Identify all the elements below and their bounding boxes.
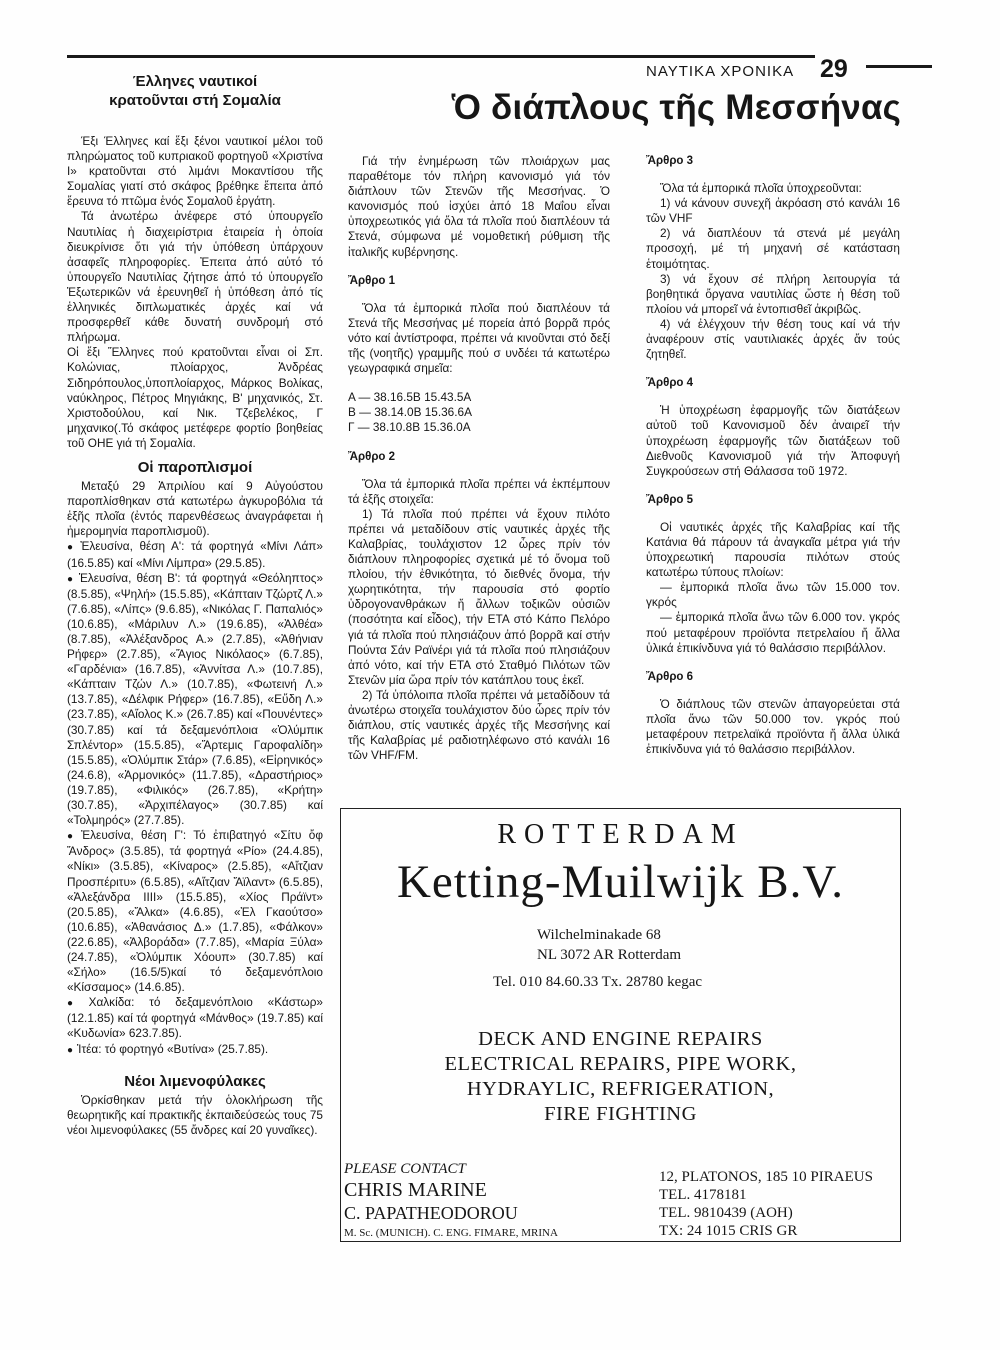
article-text: Ὁ διάπλους τῶν στενῶν ἀπαγορεύεται στά πλοῖα ἄνω τῶν 50.000 τον. γκρός πού μεταφέρουν πετρελαϊκά προϊόντα ἤ ἄλλα ὑλικά ἐπικίνδυνα γιά τό θαλάσσιο περιβάλλον. [646, 696, 900, 757]
article-heading: Ἄρθρο 6 [646, 670, 694, 683]
ad-telex: TX: 24 1015 CRIS GR [659, 1223, 798, 1239]
list-item: ● Ἰτέα: τό φορτηγό «Βυτίνα» (25.7.85). [67, 1042, 323, 1058]
section-text: Ὁρκίσθηκαν μετά τήν ὁλοκλήρωση τῆς θεωρητικῆς καί πρακτικῆς ἐκπαιδεύσεώς τους 75 νέοι λιμενοφύλακες (55 ἄνδρες καί 20 γυναῖκες). [67, 1092, 323, 1137]
ad-tel-1: TEL. 4178181 [659, 1187, 747, 1203]
ad-service-line: ELECTRICAL REPAIRS, PIPE WORK, [444, 1053, 797, 1075]
list-item: ● Ἐλευσίνα, θέση Γ': Τό ἐπιβατηγό «Σίτυ ὄφ Ἄνδρος» (3.5.85), τά φορτηγά «Ρίο» (24.4.85), «Νίκι» (3.5.85), «Κίναρος» (2.5.85), «Αἴτζιαν Προσπέριτυ» (6.5.85), «Αἴτζιαν Ἄϊλαντ» (6.5.85), «Ἀλεξάνδρα ΙΙΙΙ» (15.5.85), «Χίος Πράϊντ» (20.5.85), «Ἄλκα» (4.6.85), «Ἐλ Γκαούτσο» (10.6.85), «Ἀθανάσιος Δ.» (1.7.85), «Φάλκον» (22.6.85), «Ἀλβοράδα» (7.7.85), «Μαρία Ξύλα» (24.7.85), «Ὀλύμπικ Χόουπ» (30.7.85) καί «Σήλο» (16.5/5)καί τό δεξαμενόπλοιο «Κίσσαμος» (14.6.85). [67, 828, 323, 995]
article-heading: Ἄρθρο 2 [348, 450, 396, 463]
list-item: 2) νά διαπλέουν τά στενά μέ μεγάλη προσοχή, μέ τή μηχανή σέ κατάσταση ἑτοιμότητας. [646, 226, 900, 271]
section-title-layups: Οἱ παροπλισμοί [137, 458, 253, 476]
main-headline: Ὁ διάπλους τῆς Μεσσήνας [452, 88, 902, 127]
article-heading: Ἄρθρο 4 [646, 377, 694, 390]
ad-company-name: Ketting-Muilwijk B.V. [396, 856, 845, 908]
ad-address-line2: NL 3072 AR Rotterdam [537, 947, 682, 963]
article-heading: Ἄρθρο 1 [348, 274, 396, 287]
left-paragraph: Οἱ ἕξι Ἕλληνες πού κρατοῦνται εἶναι οἱ Σπ. Κολώνιας, πλοίαρχος, Ἀνδρέας Σιδηρόπουλος,ὑποπλοίαρχος, Μάρκος Βολίκας, ναύκληρος, Πέτρος Μηγιάκης, Β' μηχανικός, Στ. Χριστοδούλου, καί Νικ. Τζεβελέκος, Γ μηχανικο(.Τό σκάφος μετέφερε φορτίο βοηθείας τοῦ ΟΗΕ γιά τή Σομαλία. [67, 345, 323, 450]
ad-services [341, 1027, 900, 1127]
article-heading: Ἄρθρο 5 [646, 493, 694, 506]
article-text: Ὅλα τά ἐμπορικά πλοῖα πού διαπλέουν τά Στενά τῆς Μεσσήνας μέ πορεία ἀπό βορρᾶ πρός νότο καί ἀντίστροφα, πρέπει νά κινοῦνται στό δεξί τῆς (νοητῆς) γραμμῆς πού σ υνδέει τά κατωτέρω γεωγραφικά σημεῖα: [348, 300, 610, 376]
list-item: 4) νά ἐλέγχουν τήν θέση τους καί νά τήν ἀναφέρουν στίς ναυτιλιακές ἀρχές ἄν τούς ζητηθεῖ. [646, 316, 900, 362]
header-rule-left [67, 55, 815, 58]
section-title-coastguards: Νέοι λιμενοφύλακες [124, 1072, 266, 1090]
coordinate: Α — 38.16.5Β 15.43.5Α [348, 390, 472, 405]
ad-address-line1: Wilchelminakade 68 [537, 927, 661, 943]
ad-city: ROTTERDAM [497, 819, 744, 850]
ad-contact-label: PLEASE CONTACT [344, 1161, 466, 1177]
article-text: Ὅλα τά ἐμπορικά πλοῖα πρέπει νά ἐκπέμπουν τά ἑξῆς στοιχεῖα: [348, 476, 610, 506]
magazine-name: ΝΑΥΤΙΚΑ ΧΡΟΝΙΚΑ [646, 63, 795, 80]
left-column [67, 72, 323, 1138]
ad-service-line: DECK AND ENGINE REPAIRS [478, 1028, 763, 1050]
intro-paragraph: Γιά τήν ἐνημέρωση τῶν πλοιάρχων μας παραθέτομε τόν πλήρη κανονισμό γιά τόν διάπλουν τῶν Στενῶν τῆς Μεσσήνας. Ὁ κανονισμός πού ἰσχύει ἀπό 18 Μαΐου εἶναι ὑποχρεωτικός γιά ὅλα τά πλοῖα πού διαπλέουν τά Στενά, σύμφωνα μέ νομοθετική ρύθμιση τῆς ἰταλικῆς κυβέρνησης. [348, 154, 610, 259]
right-column [646, 154, 900, 757]
article-text: 2) Τά ὑπόλοιπα πλοῖα πρέπει νά μεταδίδουν τά ἀνωτέρω στοιχεῖα τουλάχιστον δύο ὧρες πρίν τόν διάπλου, στίς ναυτικές ἀρχές τῆς Μεσσήνης καί τῆς Καλαβρίας μέ ραδιοτηλέφωνο στό κανάλι 16 τῶν VHF/FM. [348, 687, 610, 763]
ad-street-address: 12, PLATONOS, 185 10 PIRAEUS [659, 1169, 873, 1185]
left-paragraph: Τά ἀνωτέρω ἀνέφερε στό ὑπουργεῖο Ναυτιλίας ἡ διαχειρίστρια ἑταιρεία ἡ ὁποία διευκρίνισε ὅτι γιά τήν ὑπόθεση ὑπάρχουν ἀσαφεῖς πληροφορίες. Ἐπειτα ἀπό αὐτό τό ὑπουργεῖο Ναυτιλίας ζήτησε ἀπό τό ὑπουργεῖο Ἐξωτερικῶν νά ἐρευνηθεῖ ἡ ὑπόθεση ἀπό τίς ἑλληνικές διπλωματικές ἀρχές καί νά προσφερθεῖ κάθε δυνατή συνδρομή στό πλήρωμα. [67, 209, 323, 345]
coordinate: Β — 38.14.0Β 15.36.6Α [348, 405, 472, 420]
list-item: ● Ἐλευσίνα, θέση Β': τά φορτηγά «Θεόληπτος» (8.5.85), «Ψηλή» (15.5.85), «Κάπταιν Τζώρτζ Λ.» (7.6.85), «Λίπς» (9.6.85), «Νικόλας Γ. Παπαλιός» (10.6.85), «Μάριλυν Λ.» (19.6.85), «Ἀλθέα» (8.7.85), «Ἀλέξανδρος Α.» (2.7.85), «Ἀθήνιαν Ρήφερ» (2.7.85), «Ἅγιος Νικόλαος» (6.7.85), «Γαρδένια» (16.7.85), «Ἀννίτσα Λ.» (10.7.85), «Κάπταιν Τζών Λ.» (10.7.85), «Φωτεινή Λ.» (13.7.85), «Δέλφικ Ρήφερ» (16.7.85), «Εὔδη Λ.» (23.7.85), «Αἴολος Κ.» (26.7.85) καί «Πουνέντες» (30.7.85) καί τά δεξαμενόπλοια «Ὀλύμπικ Σπλέντορ» (15.5.85), «Ἄρτεμις Γαροφαλίδη» (15.5.85), «Ὀλύμπικ Στάρ» (7.6.85), «Εἰρηνικός» (24.6.8), «Ἀρμονικός» (11.7.85), «Δραστήριος» (19.7.85), «Φιλικός» (26.7.85), «Κρήτη» (30.7.85), «Ἀρχιπέλαγος» (30.7.85) καί «Τολμηρός» (27.7.85). [67, 571, 323, 829]
article-text: Ἡ ὑποχρέωση ἐφαρμογῆς τῶν διατάξεων αὐτοῦ τοῦ Κανονισμοῦ δέν ἀναιρεῖ τήν ὑποχρέωση ἐφαρμογῆς τῶν διατάξεων τοῦ Διεθνοῦς Κανονισμοῦ γιά τήν Ἀποφυγή Συγκρούσεων στή Θάλασσα τοῦ 1972. [646, 403, 900, 478]
list-item: 1) νά κάνουν συνεχῆ ἀκρόαση στό κανάλι 16 τῶν VHF [646, 196, 900, 226]
list-item: 3) νά ἔχουν σέ πλήρη λειτουργία τά βοηθητικά ὄργανα ναυτιλίας ὥστε ἡ θέση τοῦ πλοίου νά μπορεῖ νά ἐντοπισθεῖ ἀκριβῶς. [646, 271, 900, 316]
list-item: — ἐμπορικά πλοῖα ἄνω τῶν 15.000 τον. γκρός [646, 580, 900, 610]
left-paragraph: Έξι Έλληνες καί ἕξι ξένοι ναυτικοί μέλοι τοῦ πληρώματος τοῦ κυπριακοῦ φορτηγοῦ «Χριστίνα Ι» κρατοῦνται στό λιμάνι Μοκαντίσου τῆς Σομαλίας γιατί στό σκάφος βρέθηκε ἔπειτα ἀπό ἔρευνα τό πτῶμα ἑνός Σομαλοῦ ἐργάτη. [67, 134, 323, 209]
ad-phone: Tel. 010 84.60.33 Tx. 28780 kegac [493, 974, 703, 990]
section-intro: Μεταξύ 29 Ἀπριλίου καί 9 Αὐγούστου παροπλίσθηκαν στά κατωτέρω ἀγκυροβόλια τά ἑξῆς πλοῖα (ἐντός παρενθέσεως ἀναγράφεται ἡ ἡμερομηνία παροπλισμοῦ). [67, 479, 323, 539]
left-article-title: Έλληνες ναυτικοί κρατοῦνται στή Σομαλία [109, 73, 281, 109]
advertisement-box [340, 808, 901, 1242]
article-heading: Ἄρθρο 3 [646, 155, 694, 167]
article-text: Ὅλα τά ἐμπορικά πλοῖα ὑποχρεοῦνται: [660, 181, 862, 196]
article-text: Οἱ ναυτικές ἀρχές τῆς Καλαβρίας καί τῆς Κατάνια θά πάρουν τά ἀναγκαῖα μέτρα γιά τήν ὑποχρεωτική παρουσία πιλότων στούς κατωτέρω τύπους πλοίων: [646, 519, 900, 580]
ad-service-line: FIRE FIGHTING [544, 1103, 697, 1125]
middle-column [348, 154, 610, 763]
coordinates-list [348, 390, 610, 435]
list-item: ● Ἐλευσίνα, θέση Α': τά φορτηγά «Μίνι Λάπ» (16.5.85) καί «Μίνι Λίμπρα» (29.5.85). [67, 539, 323, 570]
list-item: ● Χαλκίδα: τό δεξαμενόπλοιο «Κάστωρ» (12.1.85) καί τά φορτηγά «Μάνθος» (19.7.85) καί «Κυδωνία» 623.7.85). [67, 995, 323, 1041]
page-number: 29 [820, 55, 848, 83]
ad-credentials: M. Sc. (MUNICH). C. ENG. FIMARE, MRINA [344, 1227, 558, 1239]
ad-tel-2: TEL. 9810439 (AOH) [659, 1205, 793, 1221]
list-item: — ἐμπορικά πλοῖα ἄνω τῶν 6.000 τον. γκρός πού μεταφέρουν προϊόντα πετρελαίου ἤ ἄλλα ὑλικά ἐπικίνδυνα γιά τό θαλάσσιο περιβάλλον. [646, 610, 900, 655]
ad-contact-company: CHRIS MARINE [344, 1179, 487, 1201]
ad-contact-person: C. PAPATHEODOROU [344, 1203, 518, 1223]
ad-service-line: HYDRAYLIC, REFRIGERATION, [466, 1078, 775, 1100]
header-rule-right [866, 65, 932, 68]
coordinate: Γ — 38.10.8Β 15.36.0Α [348, 420, 471, 435]
article-text: 1) Τά πλοῖα πού πρέπει νά ἔχουν πιλότο πρέπει νά μεταδίδουν στίς ναυτικές ἀρχές τῆς Καλαβρίας, τουλάχιστον 12 ὧρες πρίν τόν διάπλουν πληροφορίες σχετικά μέ τό ὄνομα τοῦ πλοίου, τήν ἐθνικότητα, τό διεθνές ὄνομα, τήν χωρητικότητα, τήν παρουσία στό φορτίο ὑδρογονανθράκων ἤ ἄλλων τοξικῶν οὐσιῶν (ποσότητα καί εἶδος), τήν ΕΤΑ στό Κάπο Πελόρο γιά τά πλοῖα πού πλησιάζουν ἀπό βορρᾶ καί στήν Πούντα Σάν Ραϊνέρι γιά τά πλοῖα πού πλησιάζουν ἀπό νότο, καί τήν ΕΤΑ στό Σταθμό Πιλότων τῶν Στενῶν μία ὥρα πρίν τόν κατάπλου τους ἐκεῖ. [348, 506, 610, 687]
